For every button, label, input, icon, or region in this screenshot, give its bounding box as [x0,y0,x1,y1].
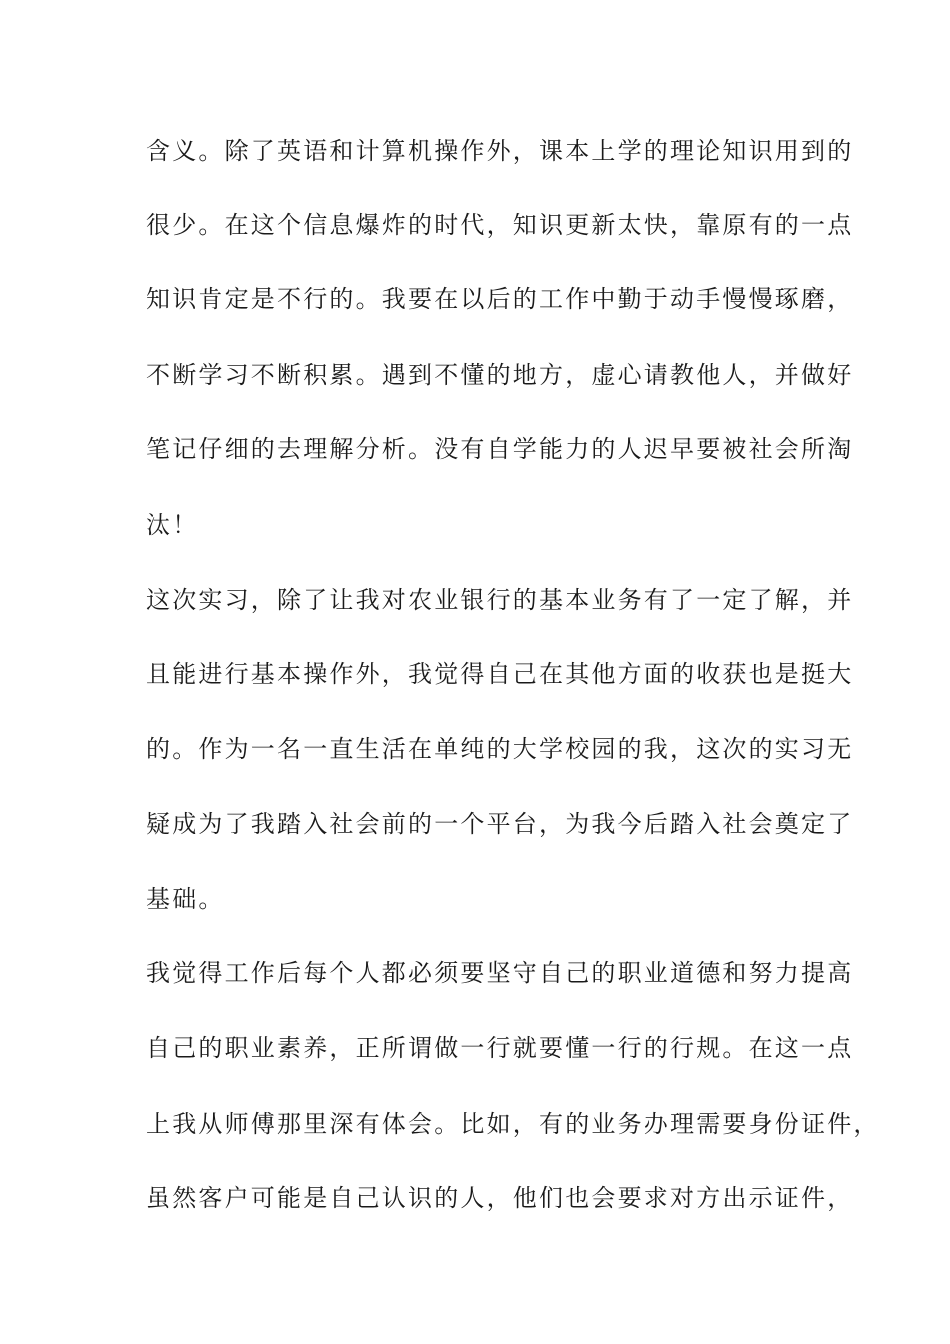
text-line: 知识肯定是不行的。我要在以后的工作中勤于动手慢慢琢磨， [146,285,854,313]
text-line: 的。作为一名一直生活在单纯的大学校园的我，这次的实习无 [146,735,854,763]
text-line: 疑成为了我踏入社会前的一个平台，为我今后踏入社会奠定了 [146,810,854,838]
text-line: 笔记仔细的去理解分析。没有自学能力的人迟早要被社会所淘 [146,435,854,463]
text-line: 汰！ [146,511,199,539]
text-line: 我觉得工作后每个人都必须要坚守自己的职业道德和努力提高 [146,959,854,987]
text-line: 自己的职业素养，正所谓做一行就要懂一行的行规。在这一点 [146,1034,854,1062]
text-line: 基础。 [146,885,225,913]
text-line: 很少。在这个信息爆炸的时代，知识更新太快，靠原有的一点 [146,211,854,239]
text-line: 不断学习不断积累。遇到不懂的地方，虚心请教他人，并做好 [146,361,854,389]
text-line: 这次实习，除了让我对农业银行的基本业务有了一定了解，并 [146,586,854,614]
text-line: 虽然客户可能是自己认识的人，他们也会要求对方出示证件， [146,1184,854,1212]
text-line: 含义。除了英语和计算机操作外，课本上学的理论知识用到的 [146,137,854,165]
text-line: 且能进行基本操作外，我觉得自己在其他方面的收获也是挺大 [146,660,854,688]
text-line: 上我从师傅那里深有体会。比如，有的业务办理需要身份证件， [146,1110,880,1138]
